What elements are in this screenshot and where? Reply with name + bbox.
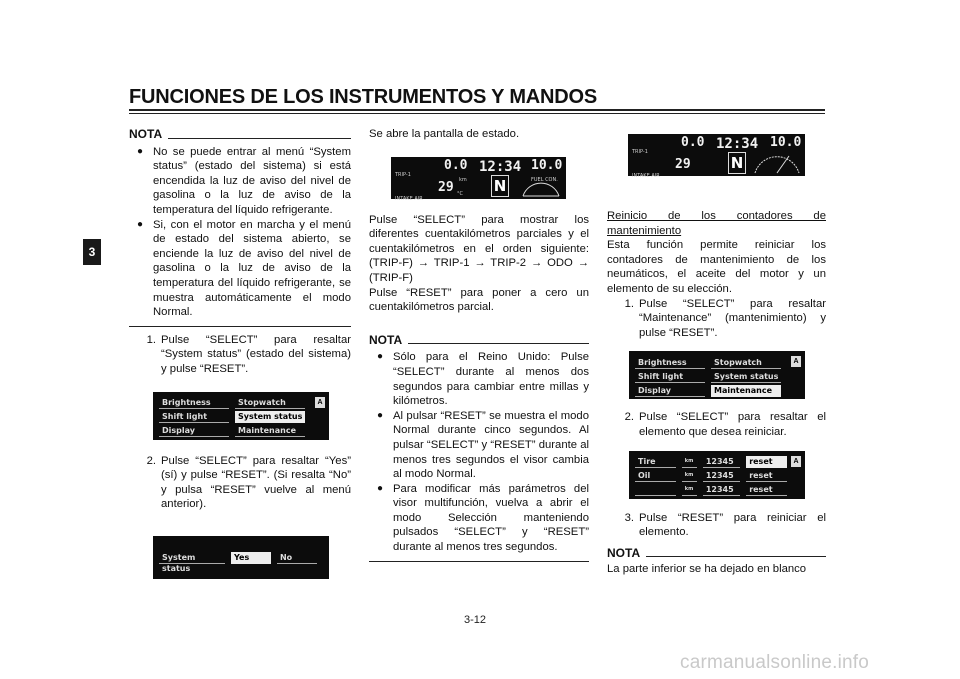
section-subtitle: Reinicio de los contadores de mantenimiento — [607, 210, 826, 237]
paragraph: Esta función permite reiniciar los contadores de mantenimiento de los neumáticos, el aceite del motor y un elemento de su elección. — [607, 239, 826, 295]
step-1: 1. Pulse “SELECT” para resaltar “Maintenance” (mantenimiento) y pulse “RESET”. — [624, 297, 826, 339]
fuel-gauge-icon — [521, 175, 561, 197]
page-header-title: FUNCIONES DE LOS INSTRUMENTOS Y MANDOS — [129, 86, 598, 108]
menu-screen-figure-2: Brightness Stopwatch Shift light System status Display Maintenance A — [629, 351, 805, 399]
status-screen-figure-2: 0.0 TRIP-1 12:34 10.0 29 INTAKE AIR N — [628, 134, 805, 176]
tachometer-icon — [753, 148, 801, 174]
menu-item-stopwatch: Stopwatch — [235, 397, 305, 409]
step-1: 1. Pulse “SELECT” para resaltar “System status” (estado del sistema) y pulse “RESET”. — [146, 333, 351, 375]
a-mode-icon: A — [315, 397, 325, 408]
gear-indicator: N — [491, 175, 509, 197]
table-row: Tire km 12345 reset — [635, 456, 787, 469]
table-row: km 12345 reset — [635, 484, 787, 497]
nota-heading: NOTA — [607, 546, 826, 561]
a-mode-icon: A — [791, 356, 801, 367]
confirm-yes: Yes — [231, 552, 271, 564]
chapter-tab: 3 — [83, 239, 101, 265]
list-item: ● Sólo para el Reino Unido: Pulse “SELECT” durante al menos dos segundos para cambiar entre millas y kilómetros. — [369, 350, 589, 408]
menu-item-system-status: System status — [235, 411, 305, 423]
nota-label: NOTA — [129, 127, 163, 141]
step-2: 2. Pulse “SELECT” para resaltar el elemento que desea reiniciar. — [624, 411, 826, 438]
header-rule — [129, 109, 825, 111]
gear-indicator: N — [728, 152, 746, 174]
bullet-icon: ● — [377, 409, 384, 421]
column-left — [129, 127, 351, 579]
table-row: Oil km 12345 reset — [635, 470, 787, 483]
bullet-icon: ● — [377, 482, 384, 494]
paragraph: Pulse “SELECT” para mostrar los diferentes cuentakilómetros parciales y el cuentakilómetros en el orden siguiente: (TRIP-F) → TRIP-1 → TRIP-2 → ODO → (TRIP-F) — [369, 213, 589, 284]
menu-item-maintenance-selected: Maintenance — [711, 385, 781, 397]
list-item: ● Para modificar más parámetros del visor multifunción, vuelva a abrir el modo Selección manteniendo pulsados “SELECT” y “RESET” durante al menos tres segundos. — [369, 482, 589, 555]
confirm-screen-figure — [153, 536, 329, 579]
step-3: 3. Pulse “RESET” para reiniciar el elemento. — [624, 511, 826, 539]
paragraph: Pulse “RESET” para poner a cero un cuentakilómetros parcial. — [369, 286, 589, 314]
list-item: ● Al pulsar “RESET” se muestra el modo Normal durante cinco segundos. Al pulsar “SELECT” y “RESET” durante al menos tres segundos el visor cambia al modo Normal. — [369, 409, 589, 482]
reset-screen-figure — [629, 451, 805, 499]
step-2: 2. Pulse “SELECT” para resaltar “Yes” (sí) y pulse “RESET”. (Si resalta “No” y pulsa “RESET” vuelve al menú anterior). — [146, 454, 351, 511]
nota-text: La parte inferior se ha dejado en blanco — [607, 563, 807, 576]
menu-item-display: Display — [159, 425, 229, 437]
header-rule-thin — [129, 113, 825, 114]
list-item: ● No se puede entrar al menú “System status” (estado del sistema) si está encendida la luz de aviso del nivel de gasolina o la luz de aviso de la temperatura del líquido refrigerante. — [129, 145, 351, 218]
menu-item-brightness: Brightness — [159, 397, 229, 409]
column-right — [607, 127, 826, 577]
bullet-icon: ● — [137, 218, 144, 230]
status-screen-figure: 0.0 TRIP-1 km 12:34 10.0 FUEL CON. 29 °C INTAKE AIR N — [391, 157, 566, 199]
page-number: 3-12 — [464, 614, 487, 626]
watermark: carmanualsonline.info — [680, 652, 870, 673]
nota-end-rule — [129, 326, 351, 327]
menu-item-maintenance: Maintenance — [235, 425, 305, 437]
list-item: ● Si, con el motor en marcha y el menú de estado del sistema abierto, se enciende la luz de aviso del nivel de gasolina o la luz de aviso de la temperatura del líquido refrigerante, se muestra automáticamente el modo Normal. — [129, 218, 351, 320]
menu-screen-figure — [153, 392, 329, 440]
bullet-icon: ● — [137, 145, 144, 157]
a-mode-icon: A — [791, 456, 801, 467]
status-intro: Se abre la pantalla de estado. — [369, 128, 520, 140]
confirm-no: No — [277, 552, 317, 564]
nota-heading — [129, 127, 351, 142]
nota-heading: NOTA — [369, 333, 589, 348]
bullet-icon: ● — [377, 351, 384, 363]
nota-end-rule — [369, 561, 589, 562]
menu-item-shift-light: Shift light — [159, 411, 229, 423]
column-middle — [369, 127, 589, 562]
confirm-label: System status — [159, 552, 225, 564]
